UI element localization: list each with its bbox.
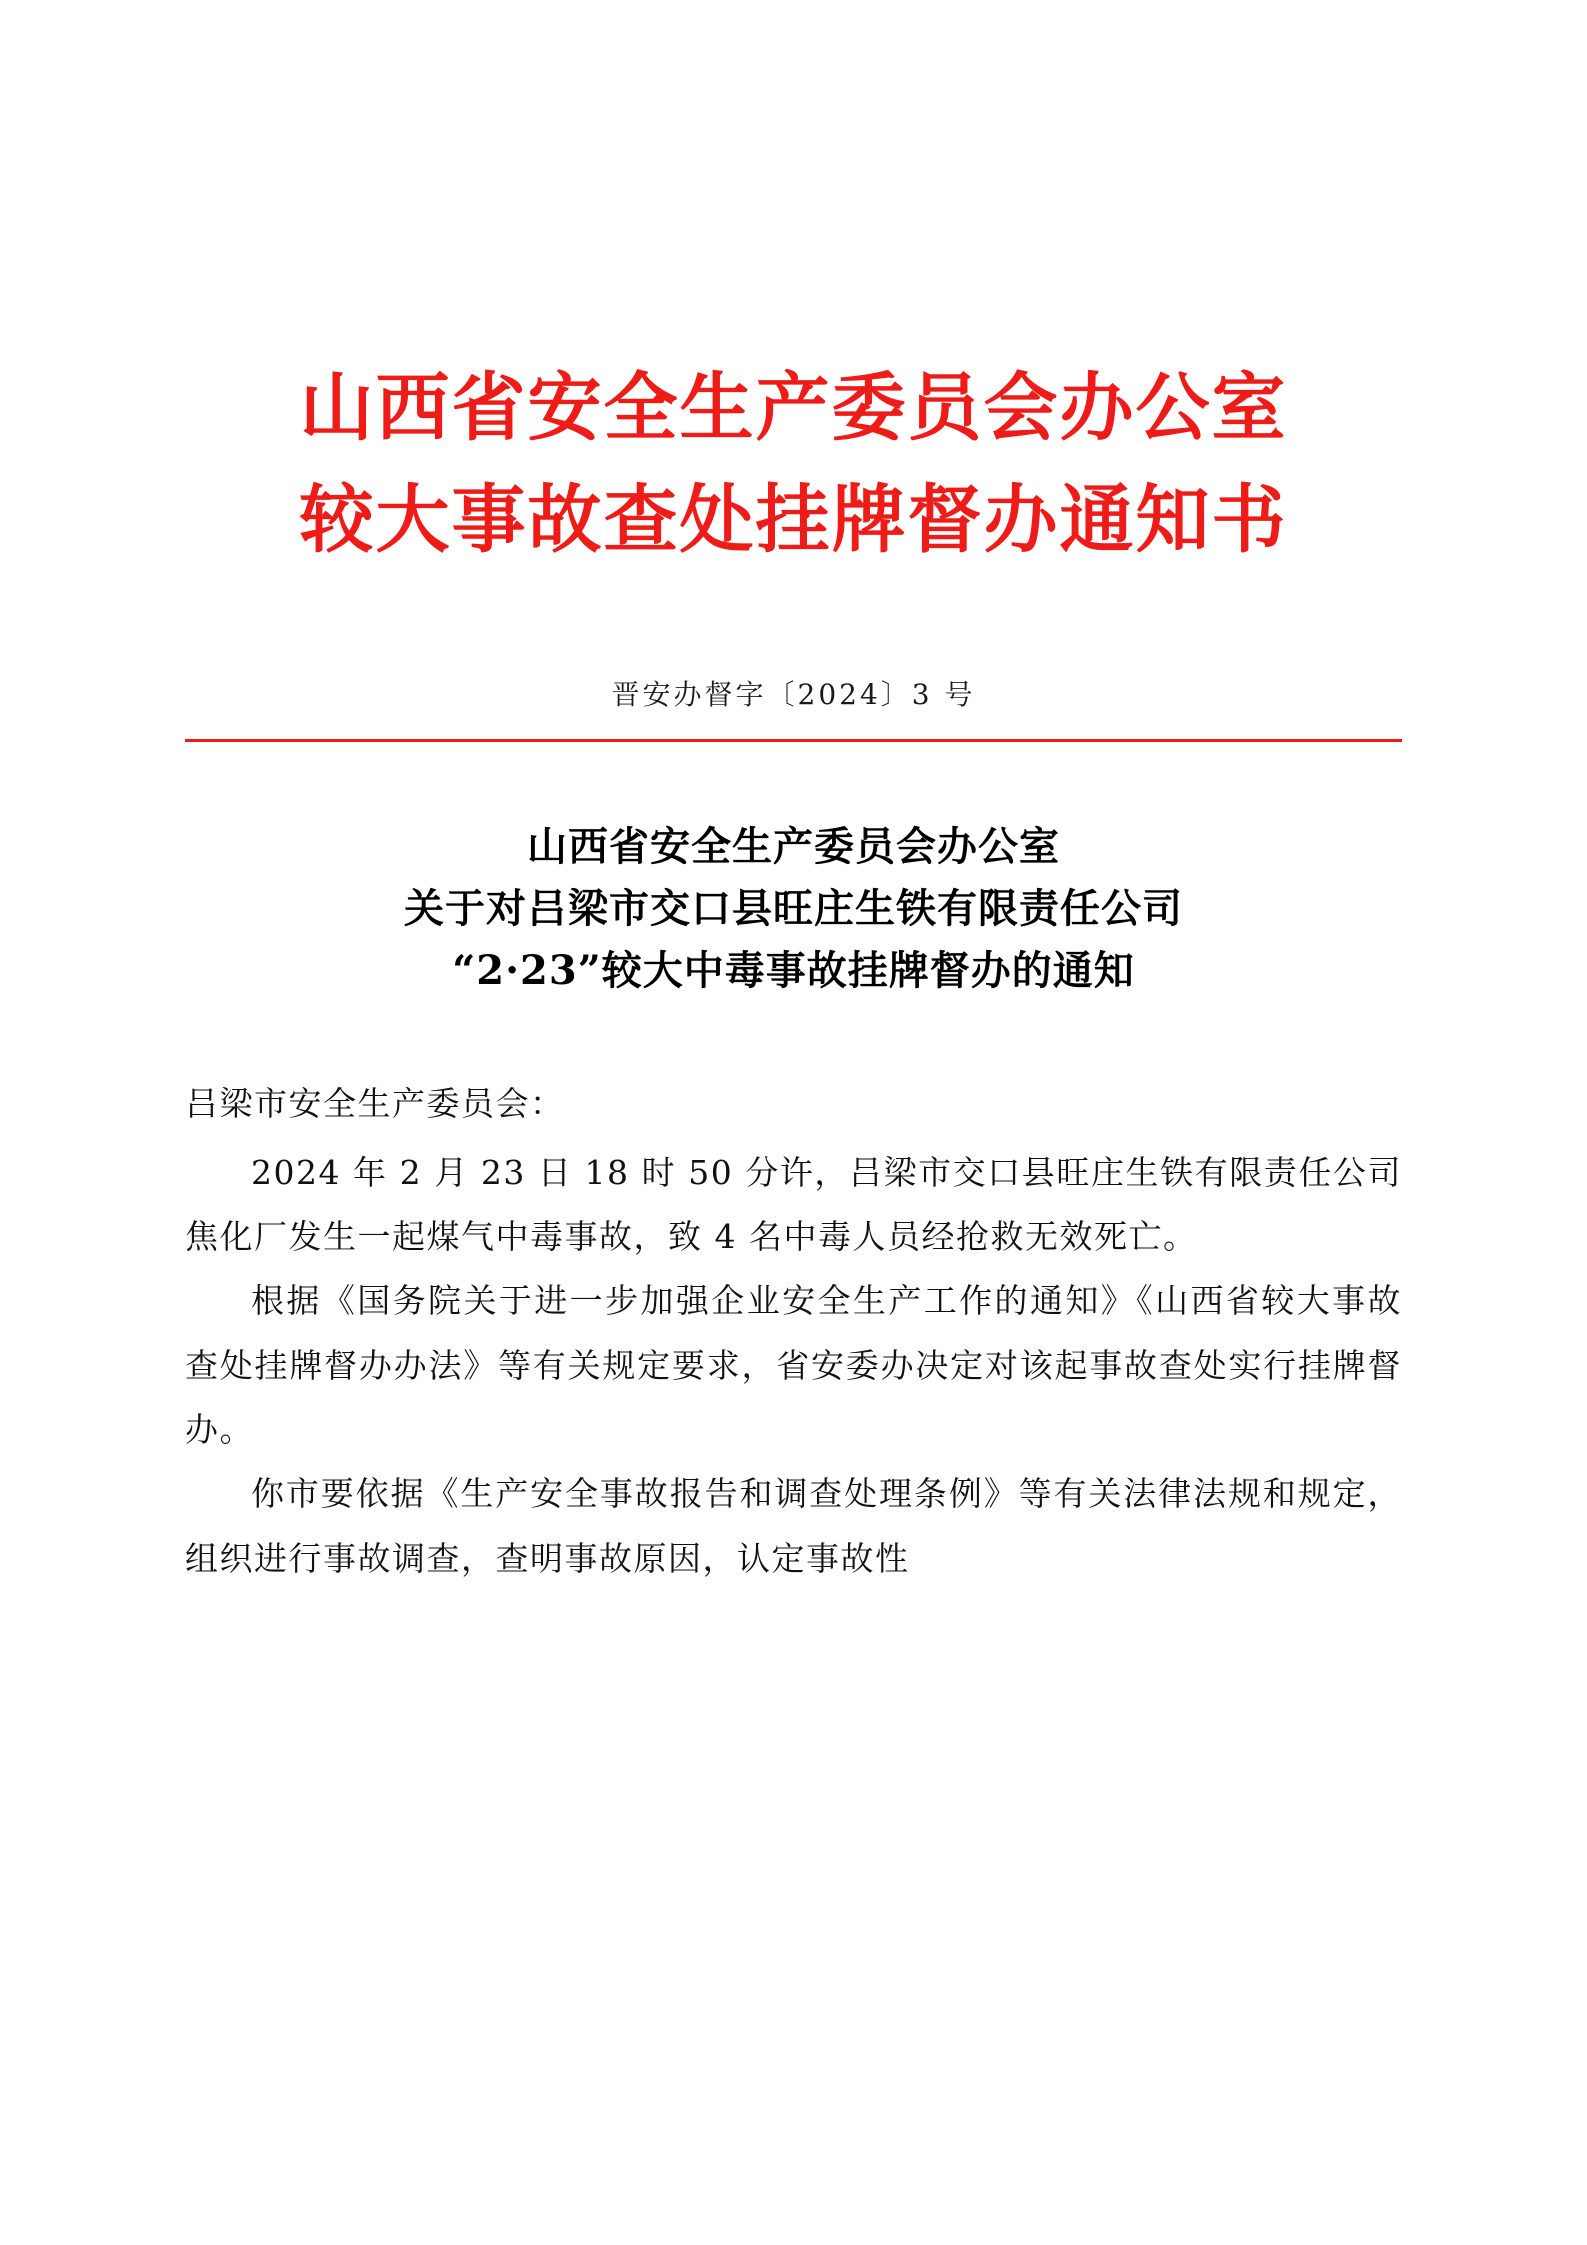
masthead-line-1: 山西省安全生产委员会办公室 [299,365,1288,451]
masthead-line-2: 较大事故查处挂牌督办通知书 [299,476,1288,563]
body-paragraph-3: 你市要依据《生产安全事故报告和调查处理条例》等有关法律法规和规定，组织进行事故调查，查明事故原因，认定事故性 [185,1474,1402,1578]
notice-body [185,1072,1402,1591]
notice-title-line-3: “2·23”较大中毒事故挂牌督办的通知 [452,947,1135,995]
notice-title-line-2: 关于对吕梁市交口县旺庄生铁有限责任公司 [404,885,1183,933]
notice-title-line-1: 山西省安全生产委员会办公室 [527,823,1060,871]
masthead [185,0,1402,569]
red-divider-rule [185,739,1402,742]
body-paragraph-2: 根据《国务院关于进一步加强企业安全生产工作的通知》《山西省较大事故查处挂牌督办办法》等有关规定要求，省安委办决定对该起事故查处实行挂牌督办。 [185,1281,1402,1450]
body-paragraph-1: 2024 年 2 月 23 日 18 时 50 分许，吕梁市交口县旺庄生铁有限责任公司焦化厂发生一起煤气中毒事故，致 4 名中毒人员经抢救无效死亡。 [185,1152,1402,1257]
addressee-line: 吕梁市安全生产委员会： [185,1084,565,1124]
notice-title [185,816,1402,1002]
document-number: 晋安办督字〔2024〕3 号 [611,678,976,712]
